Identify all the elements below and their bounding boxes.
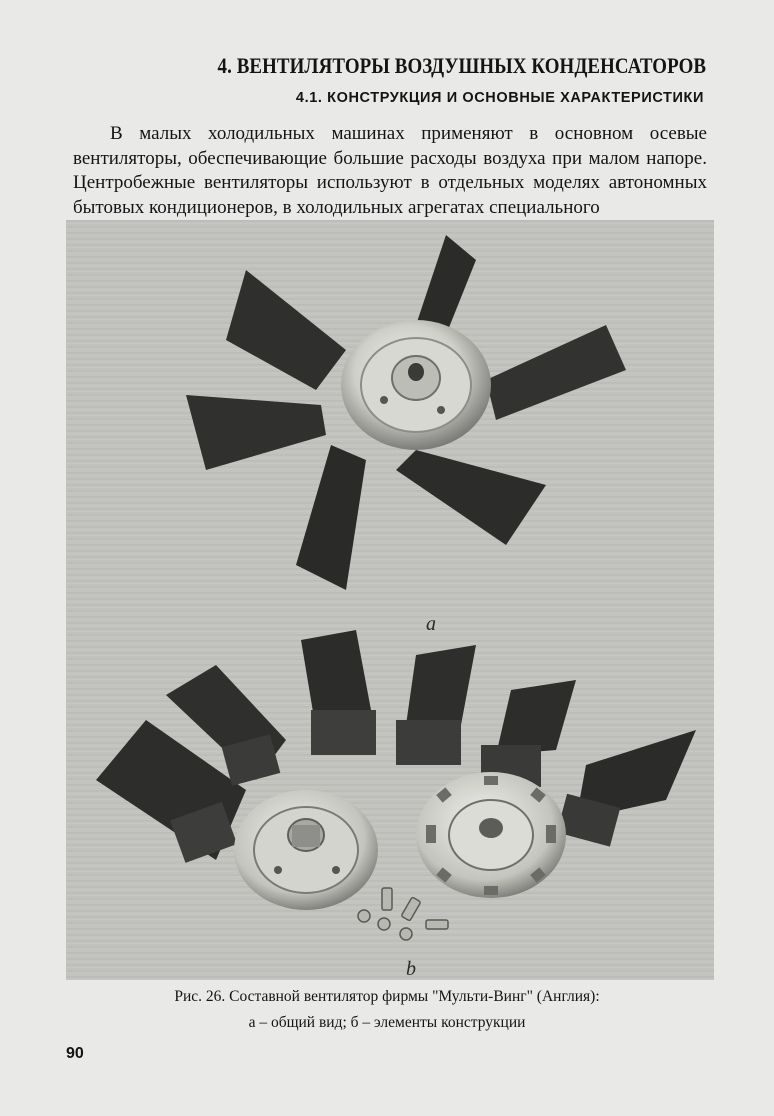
page-number: 90 xyxy=(66,1045,84,1062)
body-paragraph: В малых холодильных машинах применяют в основном осевые вентиляторы, обеспечивающие большие расходы воздуха при малом напоре. Центробежные вентиляторы используют в отдельных моделях автономных бытовых кондиционеров, в холодильных агрегатах специального xyxy=(73,123,707,218)
chapter-title: 4. ВЕНТИЛЯТОРЫ ВОЗДУШНЫХ КОНДЕНСАТОРОВ xyxy=(217,53,706,78)
figure-fan-photo xyxy=(66,220,714,980)
section-title: 4.1. КОНСТРУКЦИЯ И ОСНОВНЫЕ ХАРАКТЕРИСТИКИ xyxy=(295,90,704,106)
fan-shaft-hole xyxy=(408,363,424,381)
figure-label-a: a xyxy=(426,613,436,635)
figure-caption-legend: а – общий вид; б – элементы конструкции xyxy=(248,1014,526,1031)
fan-photo-illustration xyxy=(66,220,714,980)
figure-caption-title: Рис. 26. Составной вентилятор фирмы "Мульти-Винг" (Англия): xyxy=(174,988,600,1005)
figure-label-b: b xyxy=(406,958,416,980)
